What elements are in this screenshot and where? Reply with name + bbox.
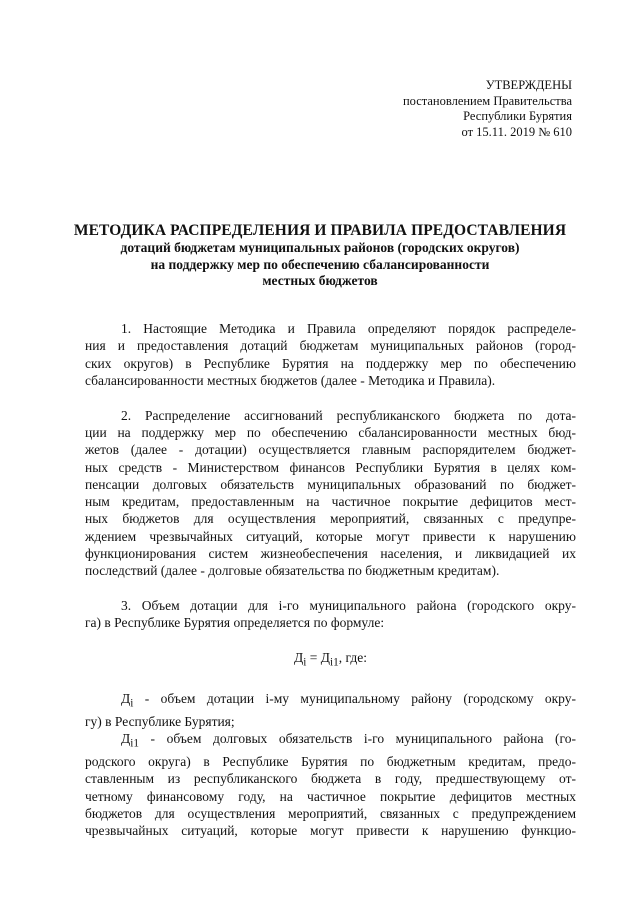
formula-equals: = <box>306 650 321 666</box>
definition-symbol: Д <box>121 690 131 706</box>
formula-subscript: i <box>303 656 307 669</box>
text-line: ния и предоставления дотаций бюджетам муниципальных районов (город- <box>85 338 576 354</box>
definition-1 <box>85 690 576 730</box>
paragraph-3 <box>85 597 576 632</box>
text-line: четному финансовому году, на частичное покрытие дефицитов местных <box>85 788 576 804</box>
formula-symbol: Д <box>320 650 330 666</box>
text-line: ных средств - Министерством финансов Республики Бурятия в целях ком- <box>85 459 576 475</box>
text-line: 2. Распределение ассигнований республиканского бюджета по дота- <box>121 407 576 423</box>
text-line: 3. Объем дотации для i-го муниципального района (городского окру- <box>121 598 576 614</box>
title-main: МЕТОДИКА РАСПРЕДЕЛЕНИЯ И ПРАВИЛА ПРЕДОСТАВЛЕНИЯ <box>73 222 567 239</box>
text-line: функционирования систем жизнеобеспечения населения, и ликвидацией их <box>85 546 576 562</box>
text-line: ции на поддержку мер по обеспечению сбалансированности местных бюд- <box>85 424 576 440</box>
paragraph-1 <box>85 320 576 389</box>
definition-2 <box>85 730 576 839</box>
approval-line: Республики Бурятия <box>463 109 572 123</box>
text-line: чрезвычайных ситуаций, которые могут привести к нарушению функцио- <box>85 823 576 839</box>
approval-date: от 15.11. 2019 № 610 <box>461 124 572 139</box>
approval-line: постановлением Правительства <box>402 93 572 108</box>
formula-symbol: Д <box>294 650 304 666</box>
text-line: ских округов) в Республике Бурятия на поддержку мер по обеспечению <box>85 355 576 371</box>
formula-subscript: i1 <box>329 656 339 669</box>
approval-block <box>403 78 572 140</box>
paragraph-2 <box>85 407 576 580</box>
definition-subscript: i1 <box>130 737 139 750</box>
document-body <box>85 320 576 839</box>
definition-text: - объем долговых обязательств i-го муниципального района (го- <box>138 731 576 747</box>
document-title <box>60 222 580 290</box>
definition-subscript: i <box>130 697 134 710</box>
title-subtitle: местных бюджетов <box>262 273 378 288</box>
formula <box>85 649 576 672</box>
text-line: последствий (далее - долговые обязательства по бюджетным кредитам). <box>85 563 500 579</box>
text-line: родского округа) в Республике Бурятия по бюджетным кредитам, предо- <box>85 754 576 769</box>
text-line: ждением чрезвычайных ситуаций, которые могут привести к нарушению <box>85 528 576 544</box>
definition-symbol: Д <box>121 731 131 747</box>
text-line <box>85 730 576 753</box>
text-line: сбалансированности местных бюджетов (далее - Методика и Правила). <box>85 372 496 388</box>
text-line: бюджетов для осуществления мероприятий, связанных с предупреждением <box>85 805 576 821</box>
formula-tail: , где: <box>338 650 367 666</box>
title-subtitle: на поддержку мер по обеспечению сбалансированности <box>150 256 490 272</box>
text-line: гу) в Республике Бурятия; <box>85 713 235 729</box>
text-line: ных бюджетов для осуществления мероприятий, связанных с предупре- <box>85 511 576 527</box>
definition-text: - объем дотации i-му муниципальному району (городскому окру- <box>133 690 576 706</box>
text-line: ным кредитам, предоставленным на частичное покрытие дефицитов мест- <box>85 494 576 510</box>
text-line: пенсации долговых обязательств муниципальных образований по бюджет- <box>85 476 576 492</box>
text-line: жетов (далее - дотации) осуществляется главным распорядителем бюджет- <box>85 442 576 458</box>
text-line: 1. Настоящие Методика и Правила определяют порядок распределе- <box>121 321 576 336</box>
text-line <box>85 690 576 713</box>
approval-heading: УТВЕРЖДЕНЫ <box>485 78 572 92</box>
text-line: ставленным из республиканского бюджета в году, предшествующему от- <box>85 771 576 787</box>
text-line: га) в Республике Бурятия определяется по формуле: <box>85 615 385 631</box>
title-subtitle: дотаций бюджетам муниципальных районов (городских округов) <box>120 240 520 255</box>
